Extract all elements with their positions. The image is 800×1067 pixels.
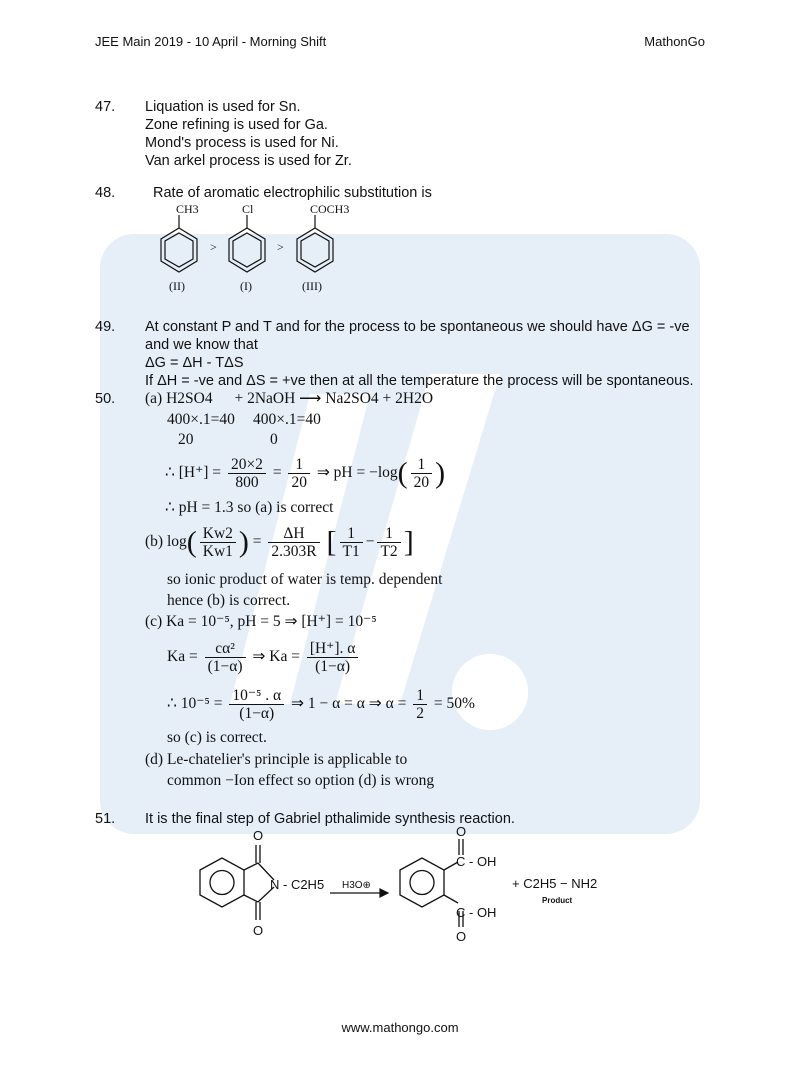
compound-label: (III) <box>302 279 322 293</box>
substituent-label: COCH3 <box>310 202 350 216</box>
phthalic-acid-structure <box>400 839 463 927</box>
answer-line: ΔG = ΔH - TΔS <box>145 355 244 371</box>
phthalimide-structure <box>200 845 274 920</box>
q50-b-text: so ionic product of water is temp. dependent <box>167 571 443 588</box>
oxygen-label: O <box>456 929 467 944</box>
chlorobenzene-ring <box>229 215 265 272</box>
toluene-ring <box>161 215 197 272</box>
question-number-51: 51. <box>95 811 116 827</box>
oxygen-label: O <box>253 923 264 938</box>
q50-a-reaction: (a) H2SO4 + 2NaOH ⟶ Na2SO4 + 2H2O <box>145 390 434 407</box>
mmol-acid: 400×.1=40 <box>167 411 235 428</box>
carboxyl-label: C - OH <box>456 905 497 920</box>
answer-line: At constant P and T and for the process to be spontaneous we should have ΔG = -ve <box>145 319 690 335</box>
answer-line: Zone refining is used for Ga. <box>145 117 328 133</box>
gabriel-synthesis-diagram <box>170 825 630 960</box>
q50-c-given: (c) Ka = 10⁻⁵, pH = 5 ⇒ [H⁺] = 10⁻⁵ <box>145 613 377 630</box>
question-number-48: 48. <box>95 185 116 201</box>
acetophenone-ring <box>297 215 333 272</box>
benzene-comparison-diagram <box>150 200 380 300</box>
answer-line: and we know that <box>145 337 258 353</box>
q50-b-text: hence (b) is correct. <box>167 592 291 609</box>
remaining-acid: 20 <box>178 431 194 448</box>
greater-than-sign: > <box>277 240 284 254</box>
carboxyl-label: C - OH <box>456 854 497 869</box>
q50-b-equation: (b) log( $\frac{Kw2}{Kw1}$ ) = $\frac{\Delta H}{2.303R}$ [ $\frac{1}{T1}$ − $\frac{1}{T2}$ ] <box>145 525 414 560</box>
answer-line: Mond's process is used for Ni. <box>145 135 339 151</box>
substituent-label: CH3 <box>176 202 199 216</box>
ethylamine-label: + C2H5 − NH2 <box>512 876 598 891</box>
q50-d-text: (d) Le-chatelier's principle is applicable to <box>145 751 408 768</box>
answer-47 <box>145 98 352 170</box>
oxygen-label: O <box>456 824 467 839</box>
q50-a-h-ion-equation: ∴ [H⁺] = $\frac{20\times 2}{800}$ = $\frac{1}{20}$ ⇒ pH = −log( $\frac{1}{20}$ ) <box>165 456 446 491</box>
product-caption: Product <box>542 896 573 905</box>
header-title: JEE Main 2019 - 10 April - Morning Shift <box>95 34 327 49</box>
answer-48-text: Rate of aromatic electrophilic substitution is <box>153 185 432 201</box>
answer-51-text: It is the final step of Gabriel pthalimide synthesis reaction. <box>145 811 515 827</box>
compound-label: (I) <box>240 279 252 293</box>
question-number-50: 50. <box>95 391 116 407</box>
answer-line: If ΔH = -ve and ΔS = +ve then at all the temperature the process will be spontaneous. <box>145 373 694 389</box>
n-ethyl-label: N - C2H5 <box>270 877 325 892</box>
question-number-47: 47. <box>95 99 116 115</box>
substituent-label: Cl <box>242 202 254 216</box>
q50-c-ka-equation: Ka = $\frac{\text{cα²}}{(1-\alpha)}$ ⇒ Ka = $\frac{[H^+]. \alpha}{(1-\alpha)}$ <box>167 640 361 675</box>
footer-url: www.mathongo.com <box>341 1020 459 1035</box>
q50-d-text: common −Ion effect so option (d) is wrong <box>167 772 435 789</box>
answer-49 <box>145 318 745 390</box>
greater-than-sign: > <box>210 240 217 254</box>
h2so4: H2SO4 <box>166 390 213 407</box>
answer-line: Liquation is used for Sn. <box>145 99 301 115</box>
answer-line: Van arkel process is used for Zr. <box>145 153 352 169</box>
remaining-base: 0 <box>270 431 278 448</box>
oxygen-label: O <box>253 828 264 843</box>
q50-a-result: ∴ pH = 1.3 so (a) is correct <box>165 499 334 516</box>
question-number-49: 49. <box>95 319 116 335</box>
reagent-label: H3O⊕ <box>342 880 371 891</box>
q50-c-result: so (c) is correct. <box>167 729 267 746</box>
compound-label: (II) <box>169 279 185 293</box>
mmol-base: 400×.1=40 <box>253 411 321 428</box>
q50-c-alpha-equation: ∴ 10⁻⁵ = $\frac{\text{10⁻⁵ . α}}{(1-\alpha)}$ ⇒ 1 − α = α ⇒ α = $\frac{1}{2}$ = 50% <box>167 687 475 722</box>
header-brand: MathonGo <box>644 34 705 49</box>
